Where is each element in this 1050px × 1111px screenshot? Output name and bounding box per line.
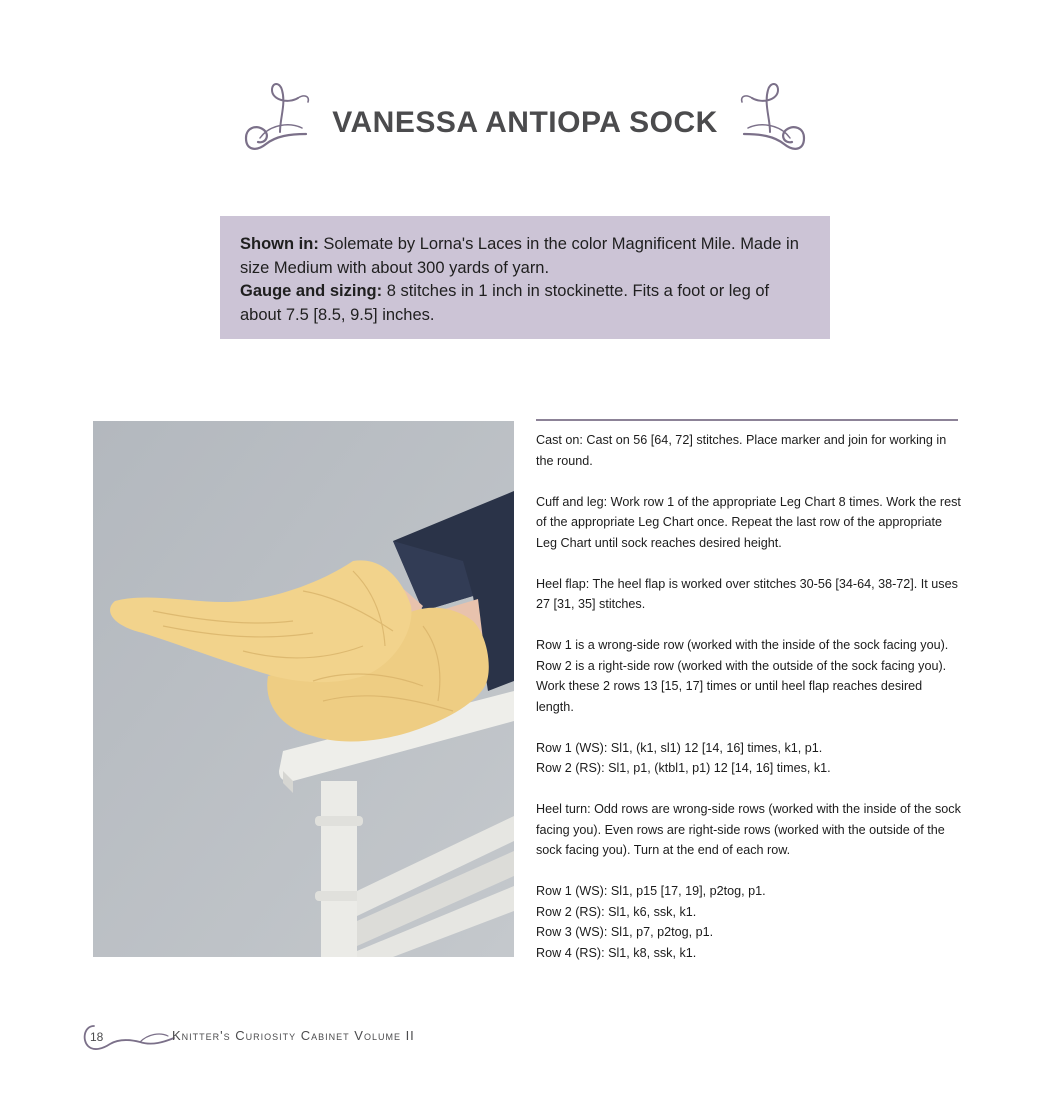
sock-photo	[93, 421, 514, 957]
section-divider	[536, 419, 958, 421]
turn-row-2: Row 2 (RS): Sl1, k6, ssk, k1.	[536, 904, 697, 919]
heel-flap-rows-paragraph: Row 1 is a wrong-side row (worked with the inside of the sock facing you). Row 2 is a right-side row (worked with the outside of the sock facing you). Work these 2 rows 13 [15, 17] times or until heel flap reaches desired length.	[536, 638, 949, 714]
heel-flap-row-list	[536, 738, 961, 779]
turn-row-3: Row 3 (WS): Sl1, p7, p2tog, p1.	[536, 925, 714, 939]
gauge-label: Gauge and sizing:	[240, 282, 383, 300]
flap-row-2: Row 2 (RS): Sl1, p1, (ktbl1, p1) 12 [14, 16] times, k1.	[536, 761, 831, 775]
gauge-paragraph	[240, 280, 810, 327]
title-block	[240, 72, 810, 162]
heel-turn-paragraph: Heel turn: Odd rows are wrong-side rows (worked with the inside of the sock facing you). Even rows are right-side rows (worked with the outside of the sock facing you). Turn at the end of each row.	[536, 802, 961, 857]
pattern-info-box	[220, 216, 830, 339]
turn-row-4: Row 4 (RS): Sl1, k8, ssk, k1.	[536, 945, 697, 960]
book-title: Knitter's Curiosity Cabinet Volume II	[172, 1028, 415, 1043]
heel-turn-row-list	[536, 881, 961, 963]
shown-in-paragraph	[240, 233, 810, 280]
shown-in-text: Solemate by Lorna's Laces in the color Magnificent Mile. Made in size Medium with about 300 yards of yarn.	[240, 235, 799, 277]
flourish-ornament-icon	[738, 74, 810, 158]
page-number: 18	[90, 1030, 104, 1044]
cast-on-paragraph: Cast on: Cast on 56 [64, 72] stitches. Place marker and join for working in the round.	[536, 433, 947, 468]
turn-row-1: Row 1 (WS): Sl1, p15 [17, 19], p2tog, p1.	[536, 884, 766, 898]
page-title: VANESSA ANTIOPA SOCK	[332, 106, 718, 139]
flap-row-1: Row 1 (WS): Sl1, (k1, sl1) 12 [14, 16] times, k1, p1.	[536, 740, 823, 755]
heel-flap-paragraph: Heel flap: The heel flap is worked over stitches 30-56 [34-64, 38-72]. It uses 27 [31, 35] stitches.	[536, 576, 958, 611]
shown-in-label: Shown in:	[240, 235, 319, 253]
gauge-text: 8 stitches in 1 inch in stockinette. Fits a foot or leg of about 7.5 [8.5, 9.5] inches.	[240, 282, 770, 324]
page-footer	[80, 1020, 500, 1060]
pattern-instructions	[536, 430, 961, 984]
cuff-leg-paragraph: Cuff and leg: Work row 1 of the appropriate Leg Chart 8 times. Work the rest of the appropriate Leg Chart once. Repeat the last row of the appropriate Leg Chart until sock reaches desired height.	[536, 494, 961, 550]
sock-photo-illustration	[93, 421, 514, 957]
